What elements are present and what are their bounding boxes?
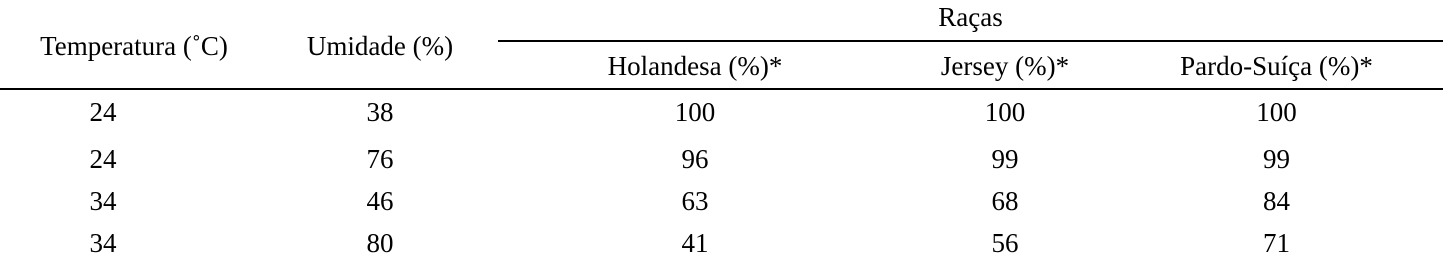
header-temperature: Temperatura (˚C)	[40, 31, 228, 61]
cell-jersey: 100	[984, 97, 1026, 127]
cell-pardo-suica: 84	[1263, 186, 1290, 216]
cell-temperature: 24	[89, 144, 117, 174]
cell-humidity: 80	[366, 228, 394, 258]
cell-temperature: 34	[89, 228, 117, 258]
cell-humidity: 76	[366, 144, 394, 174]
header-breed-holandesa: Holandesa (%)*	[607, 51, 783, 81]
cell-holandesa: 96	[681, 144, 709, 174]
cell-humidity: 46	[366, 186, 394, 216]
header-breed-jersey: Jersey (%)*	[940, 51, 1070, 81]
header-bottom-rule	[0, 88, 1443, 90]
header-group-racas: Raças	[938, 2, 1003, 32]
cell-jersey: 68	[991, 186, 1019, 216]
cell-pardo-suica: 99	[1263, 144, 1290, 174]
cell-jersey: 99	[991, 144, 1019, 174]
group-header-rule	[498, 40, 1443, 42]
cell-humidity: 38	[366, 97, 394, 127]
cell-pardo-suica: 71	[1263, 228, 1290, 258]
cell-holandesa: 100	[674, 97, 716, 127]
cell-jersey: 56	[991, 228, 1019, 258]
cell-temperature: 24	[89, 97, 117, 127]
header-breed-pardo-suica: Pardo-Suíça (%)*	[1180, 51, 1373, 81]
cell-holandesa: 41	[681, 228, 709, 258]
header-humidity: Umidade (%)	[306, 31, 454, 61]
cell-temperature: 34	[89, 186, 117, 216]
cell-pardo-suica: 100	[1256, 97, 1297, 127]
cell-holandesa: 63	[681, 186, 709, 216]
